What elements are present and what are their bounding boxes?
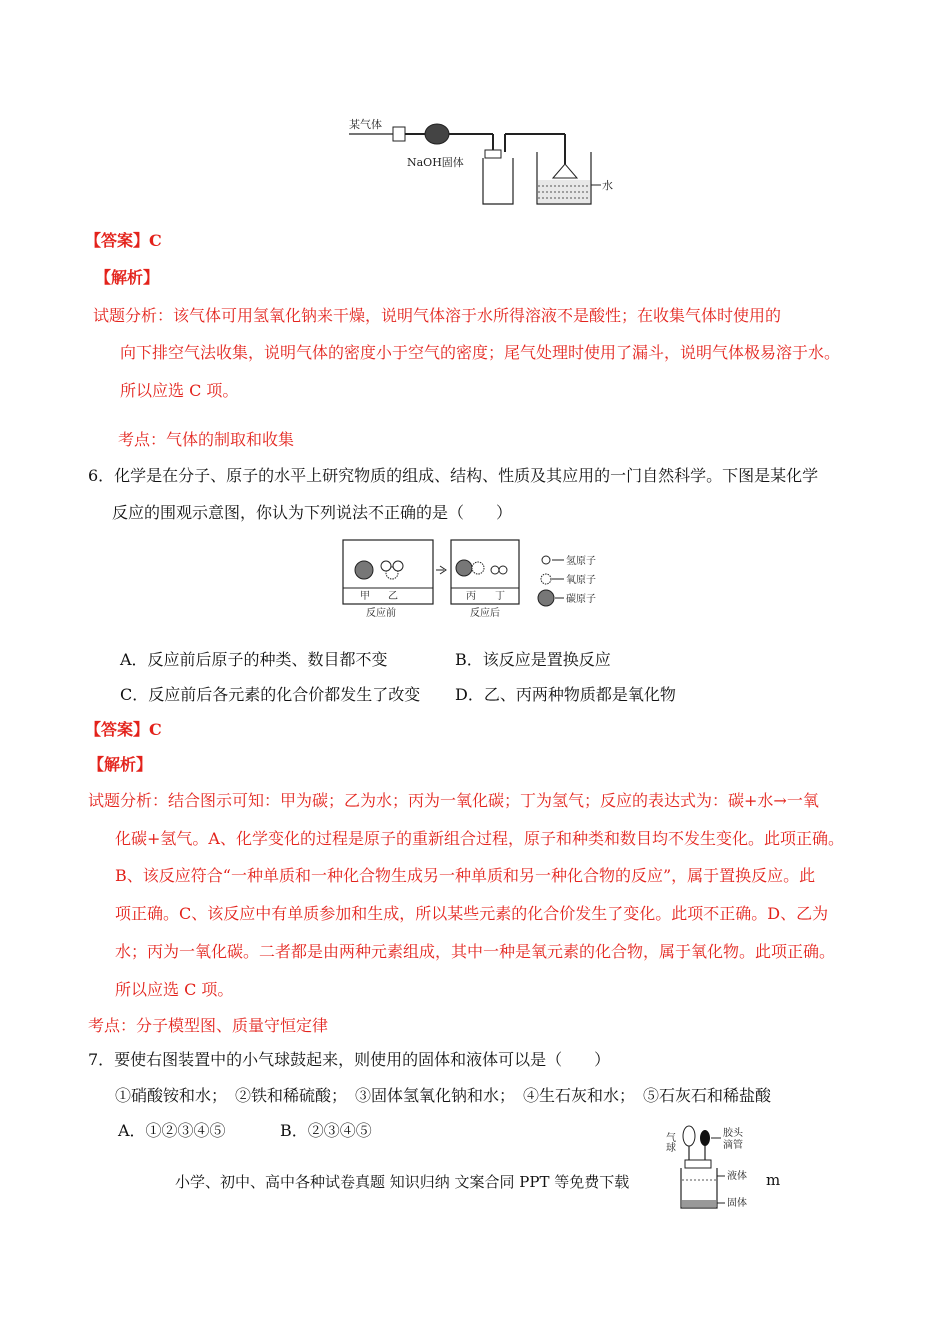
q5-kaodian: 考点：气体的制取和收集 [118, 430, 295, 449]
q7-stem: 7．要使右图装置中的小气球鼓起来，则使用的固体和液体可以是（ ） [88, 1050, 611, 1069]
balloon-apparatus-figure [665, 1120, 760, 1212]
q6-analysis-line2: 化碳+氢气。A、化学变化的过程是原子的重新组合过程，原子和种类和数目均不发生变化。此项正确。 [115, 829, 844, 848]
q6-option-d: D．乙、丙两种物质都是氧化物 [455, 685, 676, 704]
q6-analysis-line6: 所以应选 C 项。 [115, 980, 234, 999]
gas-apparatus-figure [345, 112, 615, 212]
footer-trailing: m [766, 1171, 781, 1189]
q6-option-b: B．该反应是置换反应 [455, 650, 611, 669]
gas-label: 某气体 [349, 118, 382, 131]
q7-option-b: B．②③④⑤ [280, 1121, 372, 1140]
label-balloon: 气球 [663, 1132, 675, 1152]
hydrogen-legend-icon [542, 556, 550, 564]
q5-analysis-line1: 试题分析：该气体可用氢氧化钠来干燥，说明气体溶于水所得溶液不是酸性；在收集气体时使用的 [93, 306, 782, 325]
label-ding: 丁 [495, 591, 505, 602]
q6-analysis-line5: 水；丙为一氧化碳。二者都是由两种元素组成，其中一种是氧元素的化合物，属于氧化物。此项正确。 [115, 942, 836, 961]
label-liquid: 液体 [727, 1171, 747, 1182]
naoh-label: NaOH固体 [407, 156, 464, 169]
carbon-legend-icon [538, 590, 554, 606]
q6-stem-line2: 反应的围观示意图，你认为下列说法不正确的是（ ） [112, 503, 513, 522]
q6-analysis-label: 【解析】 [88, 755, 153, 774]
q6-stem-line1: 6．化学是在分子、原子的水平上研究物质的组成、结构、性质及其应用的一门自然科学。下图是某化学 [88, 466, 819, 485]
label-bing: 丙 [466, 591, 476, 602]
q5-analysis-line3: 所以应选 C 项。 [120, 381, 239, 400]
label-after: 反应后 [470, 608, 500, 619]
legend-carbon: 碳原子 [566, 594, 596, 605]
q6-analysis-line1: 试题分析：结合图示可知：甲为碳；乙为水；丙为一氧化碳；丁为氢气；反应的表达式为：碳+水→一氧 [88, 791, 819, 810]
q6-analysis-line3: B、该反应符合“一种单质和一种化合物生成另一种单质和另一种化合物的反应”，属于置换反应。此 [115, 866, 816, 885]
water-label: 水 [602, 179, 613, 192]
q6-option-a: A．反应前后原子的种类、数目都不变 [120, 650, 388, 669]
footer-text: 小学、初中、高中各种试卷真题 知识归纳 文案合同 PPT 等免费下载 [175, 1173, 630, 1191]
label-yi: 乙 [388, 591, 398, 602]
q6-kaodian: 考点：分子模型图、质量守恒定律 [88, 1016, 329, 1035]
oxygen-legend-icon [541, 574, 551, 584]
q5-answer: 【答案】C [85, 231, 162, 250]
legend-oxygen: 氧原子 [566, 575, 596, 586]
label-dropper-2: 滴管 [723, 1140, 743, 1151]
label-jia: 甲 [360, 591, 370, 602]
label-before: 反应前 [366, 608, 396, 619]
q6-option-c: C．反应前后各元素的化合价都发生了改变 [120, 685, 421, 704]
q5-analysis-line2: 向下排空气法收集，说明气体的密度小于空气的密度；尾气处理时使用了漏斗，说明气体极易溶于水。 [120, 343, 841, 362]
reaction-diagram [340, 536, 620, 624]
q7-option-a: A．①②③④⑤ [118, 1121, 226, 1140]
label-dropper-1: 胶头 [723, 1128, 743, 1139]
q7-choices: ①硝酸铵和水； ②铁和稀硫酸； ③固体氢氧化钠和水； ④生石灰和水； ⑤石灰石和稀盐酸 [115, 1086, 772, 1105]
legend-hydrogen: 氢原子 [566, 556, 596, 567]
label-solid: 固体 [727, 1198, 747, 1209]
q6-answer: 【答案】C [85, 720, 162, 739]
q6-analysis-line4: 项正确。C、该反应中有单质参加和生成，所以某些元素的化合价发生了变化。此项不正确。D、乙为 [115, 904, 829, 923]
q5-analysis-label: 【解析】 [95, 268, 160, 287]
